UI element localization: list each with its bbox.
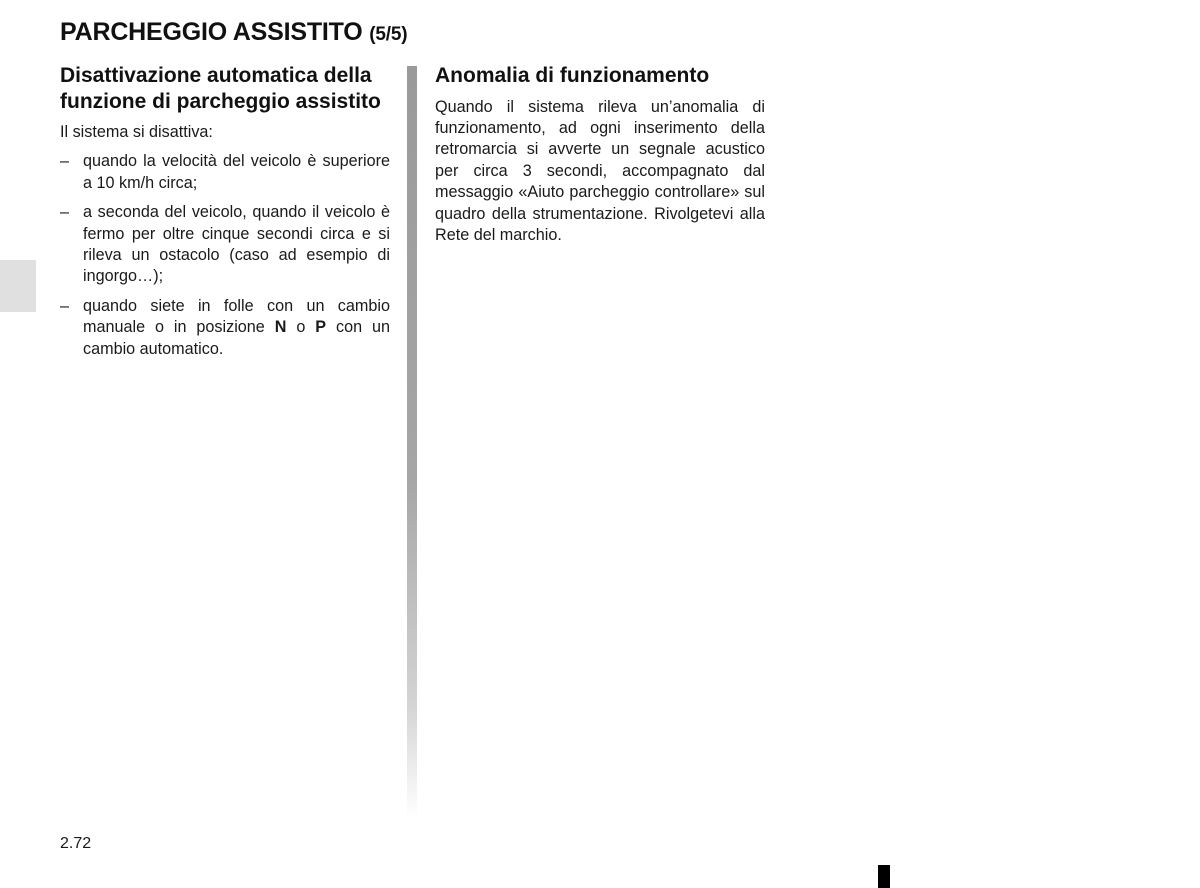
list-item-text: a seconda del veicolo, quando il veicolo è fermo per oltre cinque secondi circa e si rileva un ostacolo (caso ad esempio di ingorgo…); — [83, 203, 390, 286]
list-item-text: quando siete in folle con un cambio manuale o in posizione N o P con un cambio automatico. — [83, 296, 390, 358]
page-corner-mark — [878, 865, 890, 888]
bullet-dash: – — [60, 203, 70, 222]
deactivation-conditions-list — [60, 151, 390, 360]
list-item-text: quando la velocità del veicolo è superiore a 10 km/h circa; — [83, 152, 390, 192]
page-part-indicator: (5/5) — [369, 24, 408, 45]
intro-text: Il sistema si disattiva: — [60, 123, 213, 141]
left-column — [60, 63, 390, 368]
list-item — [60, 151, 390, 194]
section-heading-deactivation: Disattivazione automatica della funzione di parcheggio assistito — [60, 64, 381, 113]
section-heading-malfunction: Anomalia di funzionamento — [435, 64, 710, 87]
right-column — [435, 63, 765, 246]
list-item — [60, 202, 390, 288]
column-divider — [407, 66, 417, 818]
list-item — [60, 296, 390, 360]
gear-neutral-label: N — [274, 318, 287, 337]
page-number: 2.72 — [60, 835, 92, 852]
gear-park-label: P — [315, 318, 327, 337]
page-title — [60, 18, 407, 47]
page-title-text: PARCHEGGIO ASSISTITO — [60, 18, 363, 46]
bullet-dash: – — [60, 296, 70, 315]
chapter-tab-marker — [0, 260, 36, 312]
malfunction-paragraph: Quando il sistema rileva un’anomalia di funzionamento, ad ogni inserimento della retromarcia si avverte un segnale acustico per circa 3 secondi, accompagnato dal messaggio «Aiuto parcheggio controllare» sul quadro della strumentazione. Rivolgetevi alla Rete del marchio. — [435, 97, 765, 244]
bullet-dash: – — [60, 152, 70, 171]
